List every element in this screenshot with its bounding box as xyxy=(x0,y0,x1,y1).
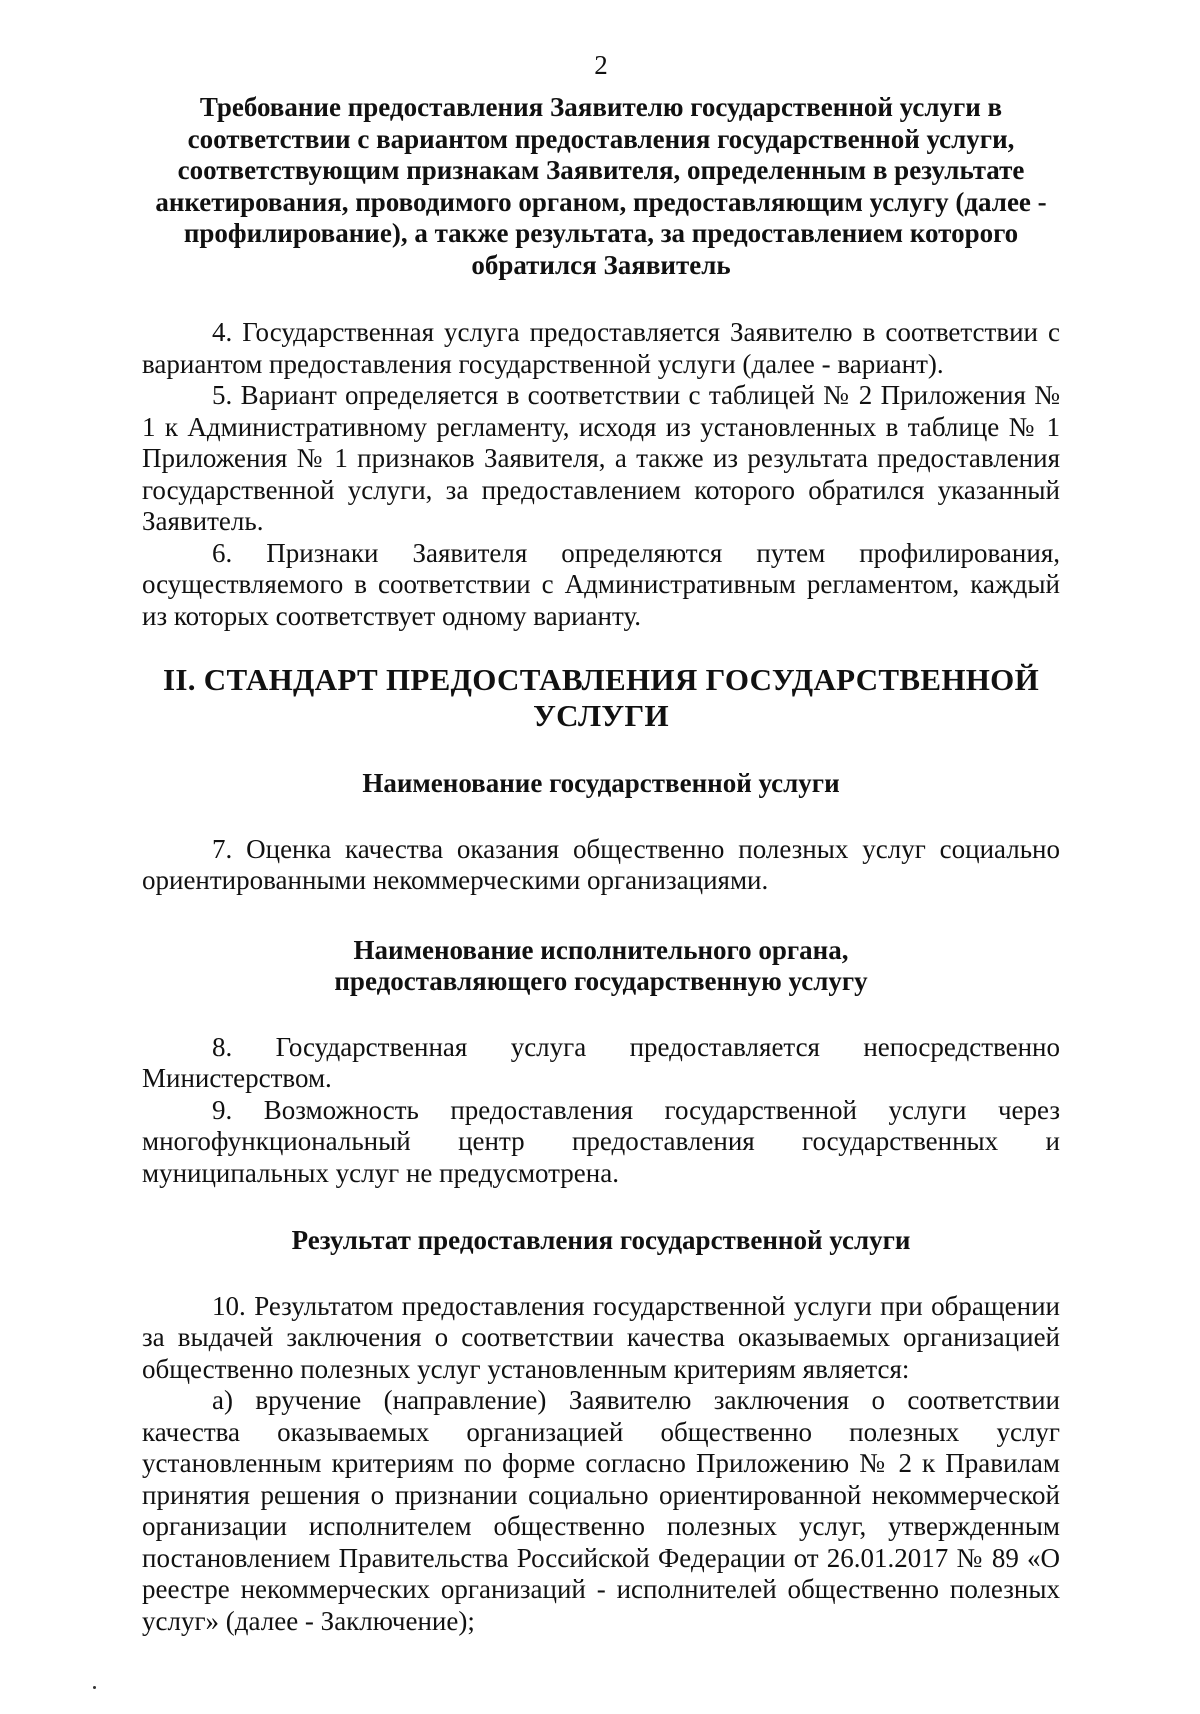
paragraph-5: 5. Вариант определяется в соответствии с таблицей № 2 Приложения № 1 к Административному регламенту, исходя из установленных в таблице № 1 Приложения № 1 признаков Заявителя, а также из результата предоставления государственной услуги, за предоставлением которого обратился указанный Заявитель. xyxy=(142,380,1060,536)
subheading-result: Результат предоставления государственной услуги xyxy=(291,1225,911,1255)
paragraph-10: 10. Результатом предоставления государственной услуги при обращении за выдачей заключения о соответствии качества оказываемых организацией общественно полезных услуг установленным критериям является: xyxy=(142,1290,1060,1384)
subheading-executive-body xyxy=(142,935,1060,998)
intro-heading-line: соответствующим признакам Заявителя, определенным в результате xyxy=(177,155,1025,185)
paragraph-8: 8. Государственная услуга предоставляется непосредственно Министерством. xyxy=(142,1031,1060,1093)
paragraph-7: 7. Оценка качества оказания общественно полезных услуг социально ориентированными некоммерческими организациями. xyxy=(142,833,1060,895)
subheading-service-name: Наименование государственной услуги xyxy=(362,768,840,798)
scan-speck xyxy=(93,1686,96,1689)
paragraph-10a: а) вручение (направление) Заявителю заключения о соответствии качества оказываемых организацией общественно полезных услуг установленным критериям по форме согласно Приложению № 2 к Правилам принятия решения о признании социально ориентированной некоммерческой организации исполнителем общественно полезных услуг, утвержденным постановлением Правительства Российской Федерации от 26.01.2017 № 89 «О реестре некоммерческих организаций - исполнителей общественно полезных услуг» (далее - Заключение); xyxy=(142,1385,1060,1636)
paragraph-4: 4. Государственная услуга предоставляется Заявителю в соответствии с вариантом предоставления государственной услуги (далее - вариант). xyxy=(142,317,1060,379)
subheading-executive-line: предоставляющего государственную услугу xyxy=(334,966,868,996)
subheading-executive-line: Наименование исполнительного органа, xyxy=(353,934,849,965)
intro-heading-line: обратился Заявитель xyxy=(471,249,731,280)
intro-heading-line: профилирование), а также результата, за предоставлением которого xyxy=(183,218,1019,248)
paragraph-9: 9. Возможность предоставления государственной услуги через многофункциональный центр предоставления государственных и муниципальных услуг не предусмотрена. xyxy=(142,1094,1060,1188)
intro-heading-line: анкетирования, проводимого органом, предоставляющим услугу (далее - xyxy=(155,186,1047,217)
intro-heading-line: соответствии с вариантом предоставления государственной услуги, xyxy=(187,123,1015,154)
page-number: 2 xyxy=(594,50,608,80)
section-title: II. СТАНДАРТ ПРЕДОСТАВЛЕНИЯ ГОСУДАРСТВЕННОЙ УСЛУГИ xyxy=(162,662,1040,733)
paragraph-6: 6. Признаки Заявителя определяются путем профилирования, осуществляемого в соответствии с Административным регламентом, каждый из которых соответствует одному варианту. xyxy=(142,537,1060,631)
intro-heading-line: Требование предоставления Заявителю государственной услуги в xyxy=(199,92,1003,122)
intro-heading xyxy=(142,92,1060,281)
